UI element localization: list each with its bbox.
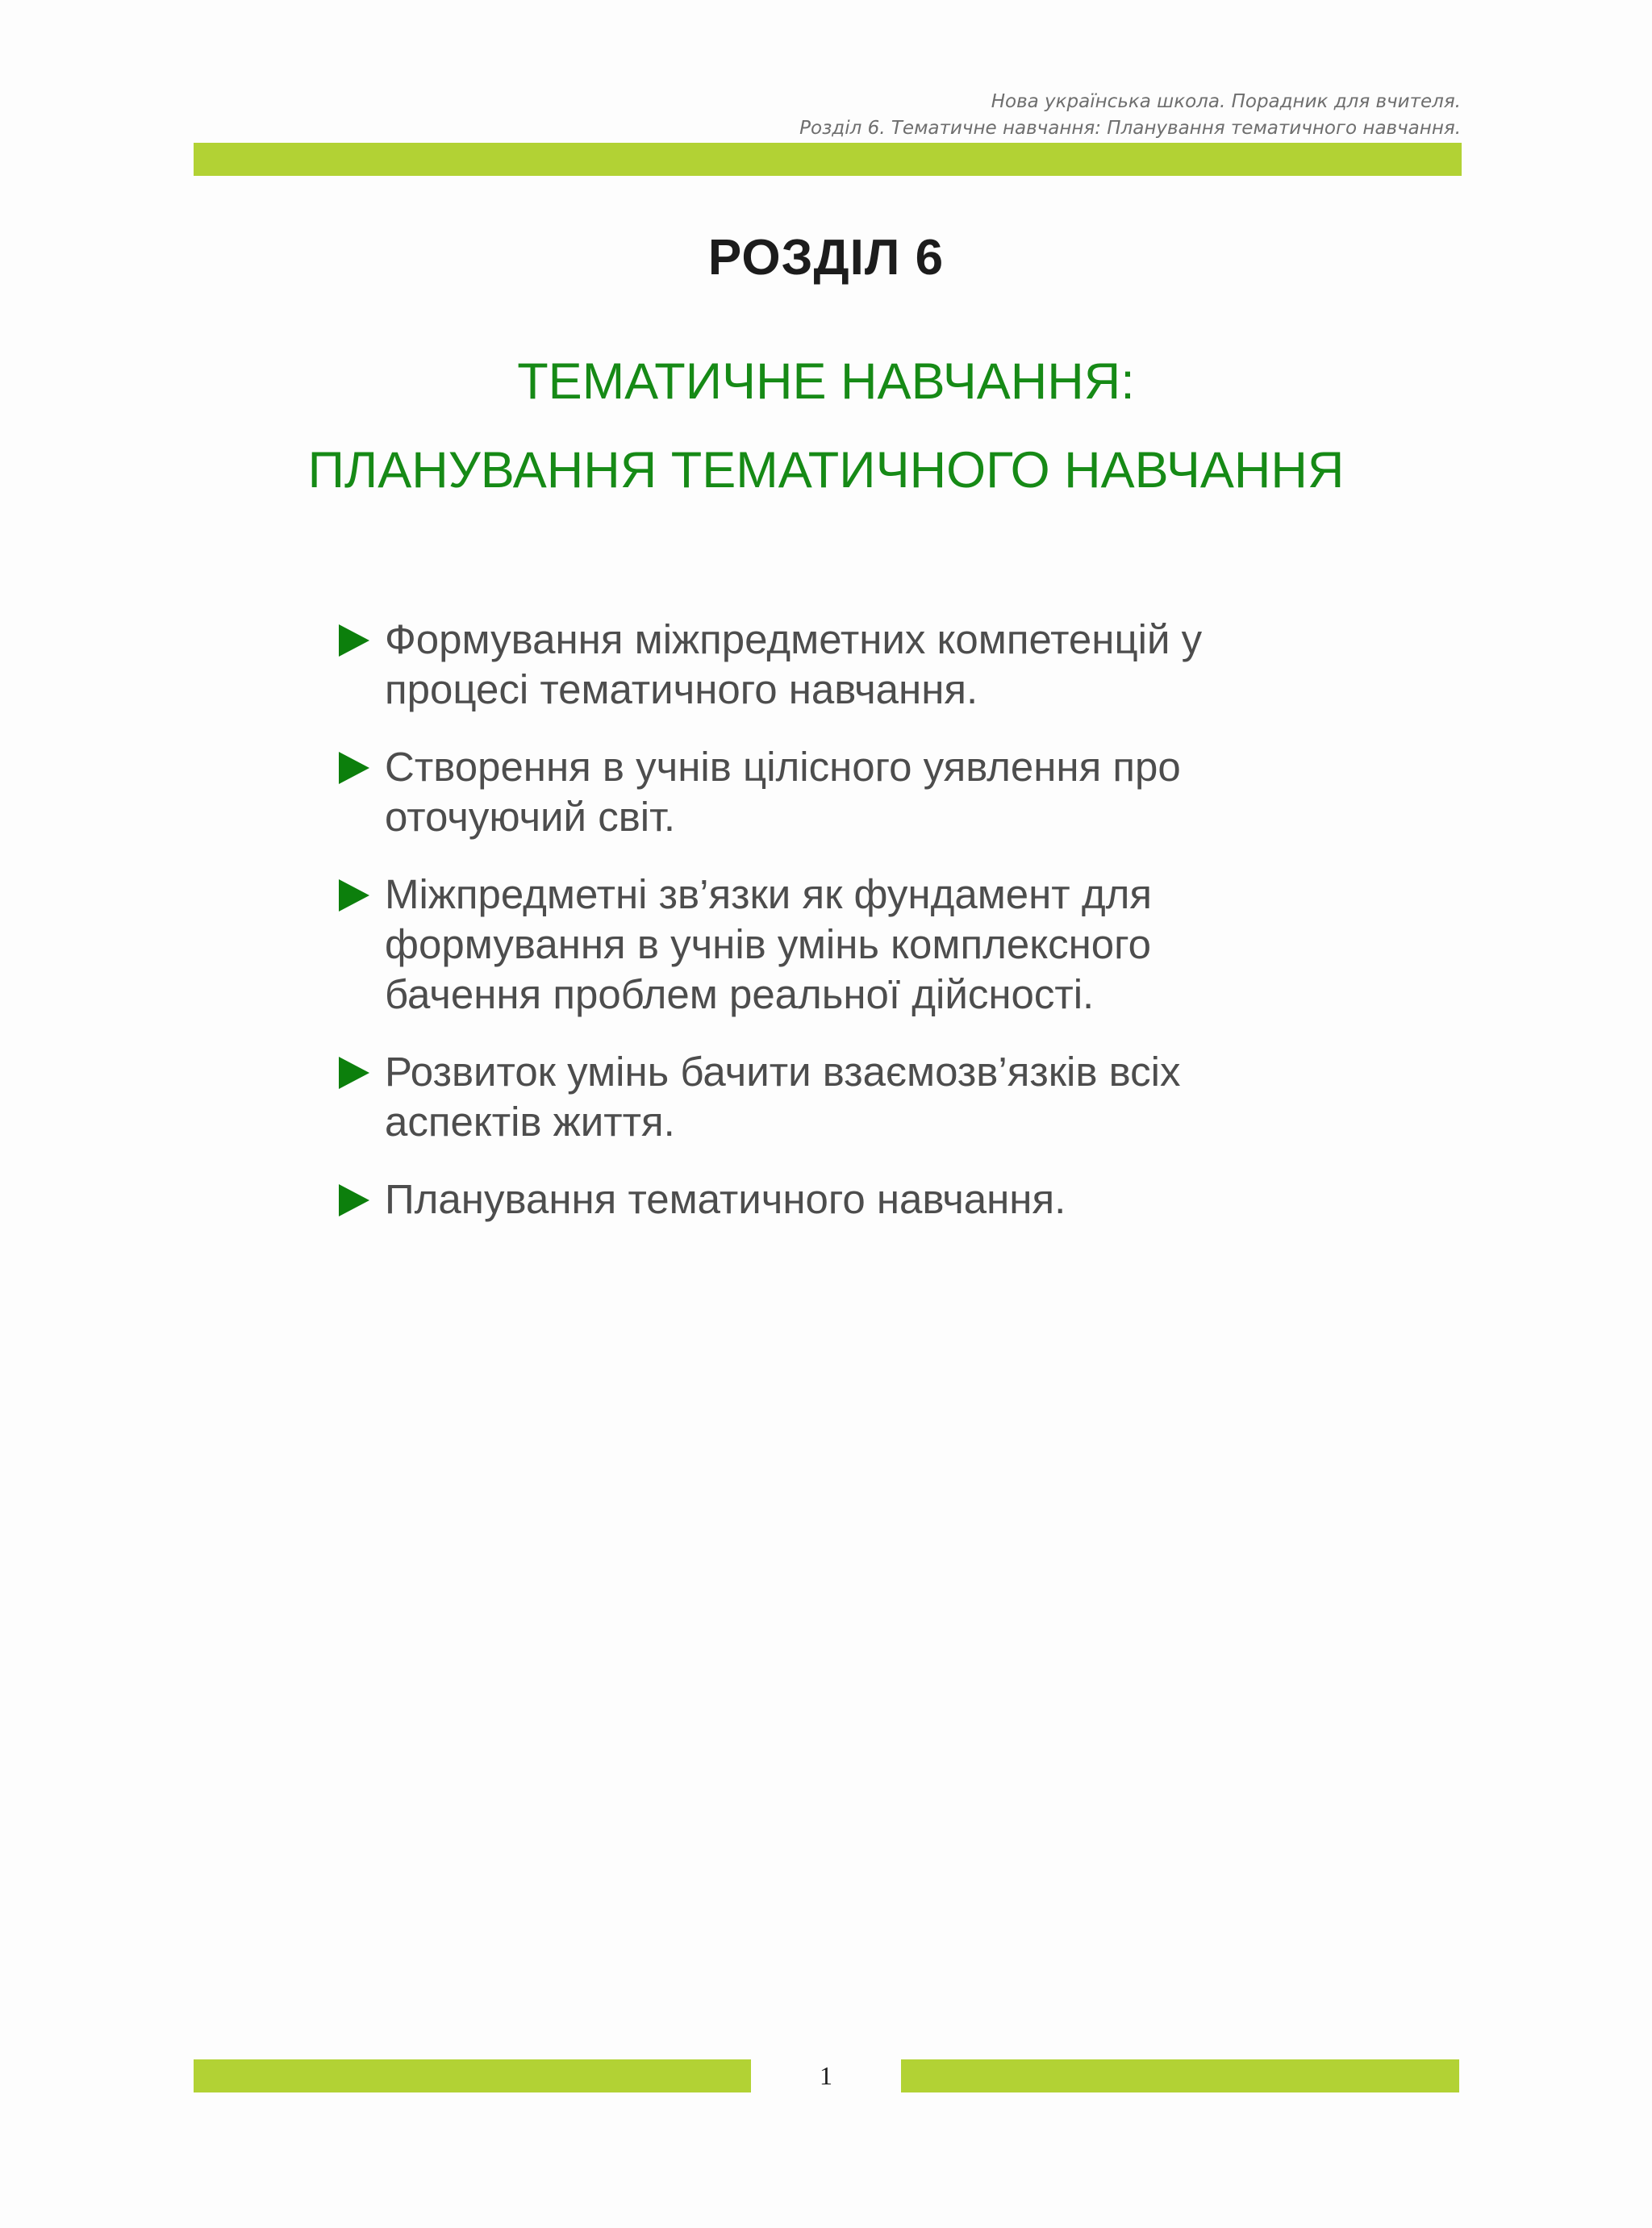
header-accent-bar [194,143,1462,176]
topic-line: Міжпредметні зв’язки як фундамент для [385,871,1152,917]
topic-list [337,615,1305,1252]
topic-line: процесі тематичного навчання. [385,666,978,712]
triangle-right-icon [339,624,369,657]
footer-accent-bar-right [901,2059,1459,2092]
triangle-right-icon [339,879,369,912]
chapter-title-line-2: ПЛАНУВАННЯ ТЕМАТИЧНОГО НАВЧАННЯ [307,442,1345,499]
topic-line: Планування тематичного навчання. [385,1176,1066,1222]
topic-line: бачення проблем реальної дійсності. [385,971,1095,1017]
chapter-title [0,337,1652,515]
topic-line: формування в учнів умінь комплексного [385,921,1151,967]
topic-item [337,870,1305,1020]
topic-line: оточуючий світ. [385,794,675,840]
chapter-title-line-1: ТЕМАТИЧНЕ НАВЧАННЯ: [517,353,1135,410]
page-number: 1 [820,2061,832,2090]
topic-item [337,742,1305,842]
triangle-right-icon [339,752,369,784]
chapter-label: РОЗДІЛ 6 [707,230,945,286]
topic-line: Формування міжпредметних компетенцій у [385,616,1203,662]
running-header [799,89,1461,142]
topic-line: Створення в учнів цілісного уявлення про [385,744,1181,790]
topic-item [337,615,1305,715]
triangle-right-icon [339,1057,369,1089]
triangle-right-icon [339,1184,369,1216]
topic-line: Розвиток умінь бачити взаємозв’язків всіх [385,1049,1181,1095]
running-header-line-1: Нова українська школа. Порадник для вчителя. [991,91,1461,112]
topic-item [337,1174,1305,1225]
topic-line: аспектів життя. [385,1099,675,1145]
topic-item [337,1047,1305,1147]
running-header-line-2: Розділ 6. Тематичне навчання: Планування тематичного навчання. [799,118,1461,139]
